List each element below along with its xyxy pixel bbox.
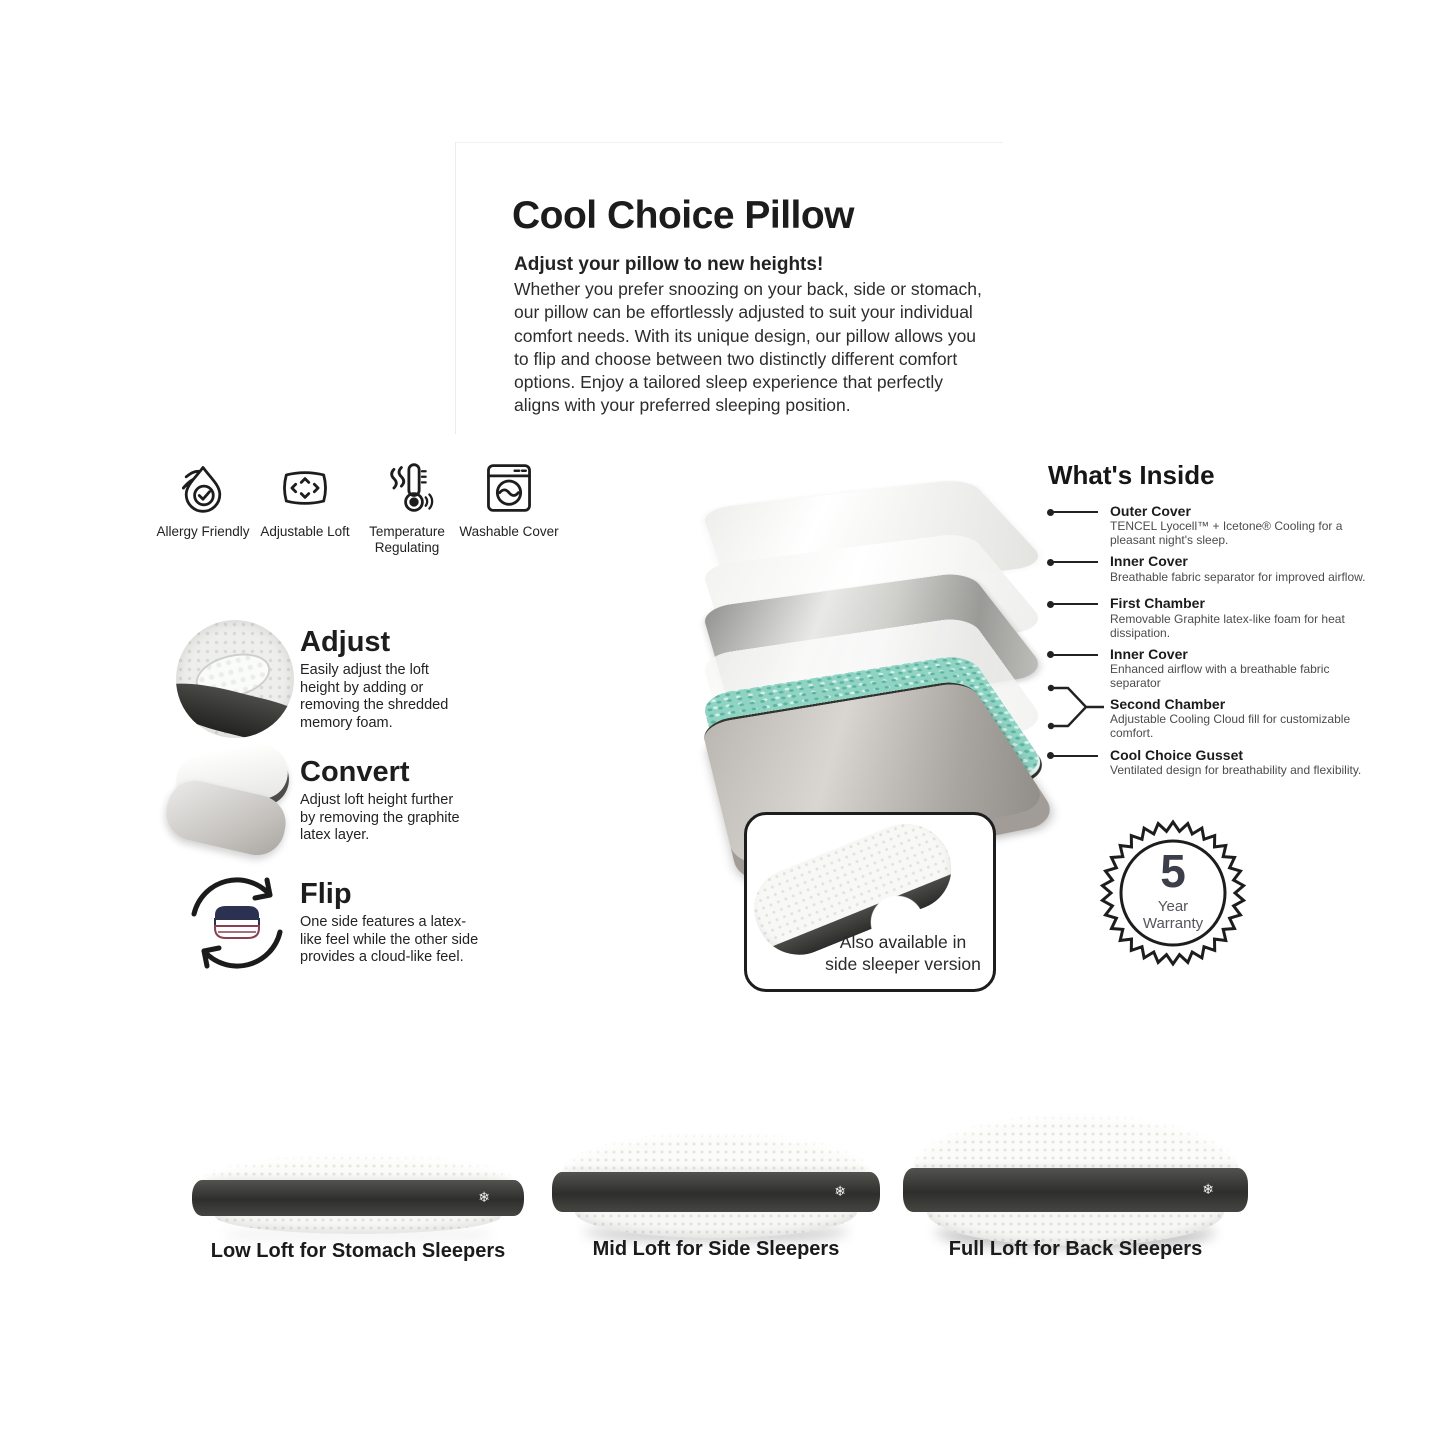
band-logo-icon: ❄ — [1202, 1182, 1214, 1198]
pillow-bottom — [575, 1212, 857, 1238]
pillow-top — [562, 1132, 870, 1172]
feature-label: Temperature Regulating — [369, 524, 445, 556]
side-sleeper-note: Also available in side sleeper version — [825, 932, 981, 974]
exploded-layer-diagram — [682, 432, 1062, 782]
feature-adjustable-loft — [254, 460, 356, 556]
flip-arrows-icon — [180, 866, 294, 980]
inside-item-gusset — [1048, 747, 1378, 783]
feature-label: Allergy Friendly — [156, 524, 250, 539]
leader-fork — [1046, 682, 1108, 734]
flip-desc: One side features a latex-like feel while the other side provides a cloud-like feel. — [300, 914, 479, 966]
warranty-years: 5 — [1160, 845, 1186, 897]
leader-line — [1048, 511, 1098, 513]
inside-item-title: Cool Choice Gusset — [1110, 746, 1244, 763]
inside-item-desc: Removable Graphite latex-like foam for heat dissipation. — [1110, 611, 1345, 640]
pillow-full-loft — [903, 1114, 1248, 1246]
adjust-desc: Easily adjust the loft height by adding or removing the shredded memory foam. — [300, 662, 449, 732]
feature-label: Adjustable Loft — [260, 524, 350, 539]
warranty-badge — [1098, 818, 1248, 968]
whats-inside-section — [1048, 460, 1378, 789]
inside-item-inner-cover — [1048, 553, 1378, 589]
allergy-droplet-leaf-icon — [175, 460, 231, 516]
inside-item-desc: Ventilated design for breathability and flexibility. — [1110, 762, 1362, 777]
intro-heading: Adjust your pillow to new heights! — [514, 254, 824, 275]
features-row — [152, 460, 560, 556]
inside-item-first-chamber — [1048, 595, 1378, 639]
pillow-expand-icon — [277, 460, 333, 516]
pillow-top — [913, 1114, 1237, 1168]
pillow-top — [202, 1154, 514, 1180]
inside-item-title: Inner Cover — [1110, 645, 1188, 662]
warranty-label-year: Year — [1157, 898, 1189, 915]
pillow-gusset-band — [552, 1172, 880, 1212]
flip-title: Flip — [300, 878, 352, 910]
inside-item-title: Outer Cover — [1110, 503, 1191, 519]
pillow-gusset-band — [903, 1168, 1248, 1212]
band-logo-icon: ❄ — [834, 1184, 846, 1200]
pillow-mid-loft — [552, 1132, 880, 1238]
inside-item-desc: Adjustable Cooling Cloud fill for customizable comfort. — [1110, 712, 1351, 741]
warranty-label-warranty: Warranty — [1142, 915, 1204, 932]
feature-allergy-friendly — [152, 460, 254, 556]
washing-machine-icon — [481, 460, 537, 516]
convert-pillow-photo — [166, 748, 302, 860]
leader-line — [1048, 561, 1098, 563]
caption-low-loft: Low Loft for Stomach Sleepers — [210, 1240, 506, 1262]
inside-item-desc: TENCEL Lyocell™ + Icetone® Cooling for a pleasant night's sleep. — [1110, 519, 1343, 548]
pillow-bottom — [215, 1216, 501, 1234]
page-title: Cool Choice Pillow — [512, 194, 855, 237]
band-logo-icon: ❄ — [478, 1190, 490, 1206]
adjust-title: Adjust — [300, 626, 391, 658]
intro-paragraph: Whether you prefer snoozing on your back, side or stomach, our pillow can be effortlessly adjusted to suit your individual comfort needs. With its unique design, our pillow allows you to flip and choose between two distinctly different comfort options. Enjoy a tailored sleep experience that perfectly aligns with your preferred sleeping position. — [514, 279, 982, 416]
caption-mid-loft: Mid Loft for Side Sleepers — [592, 1238, 840, 1260]
inside-item-title: First Chamber — [1110, 595, 1205, 612]
inside-item-second-chamber — [1048, 696, 1378, 740]
convert-desc: Adjust loft height further by removing the graphite latex layer. — [300, 792, 460, 844]
inside-item-desc: Breathable fabric separator for improved airflow. — [1110, 569, 1366, 584]
inside-item-title: Second Chamber — [1110, 696, 1226, 713]
leader-line — [1048, 654, 1098, 656]
feature-label: Washable Cover — [459, 524, 559, 539]
inside-item-title: Inner Cover — [1110, 553, 1188, 570]
pillow-low-loft — [192, 1154, 524, 1234]
feature-washable-cover — [458, 460, 560, 556]
whats-inside-heading: What's Inside — [1048, 460, 1215, 490]
convert-title: Convert — [300, 756, 410, 788]
caption-full-loft: Full Loft for Back Sleepers — [948, 1238, 1203, 1260]
feature-temperature-regulating — [356, 460, 458, 556]
side-sleeper-card — [744, 812, 996, 992]
thermometer-icon — [379, 460, 435, 516]
inside-item-outer-cover — [1048, 503, 1378, 547]
leader-line — [1048, 603, 1098, 605]
adjust-pillow-photo — [176, 620, 294, 738]
pillow-gusset-band — [192, 1180, 524, 1216]
leader-line — [1048, 755, 1098, 757]
inside-item-desc: Enhanced airflow with a breathable fabric separator — [1110, 661, 1330, 691]
